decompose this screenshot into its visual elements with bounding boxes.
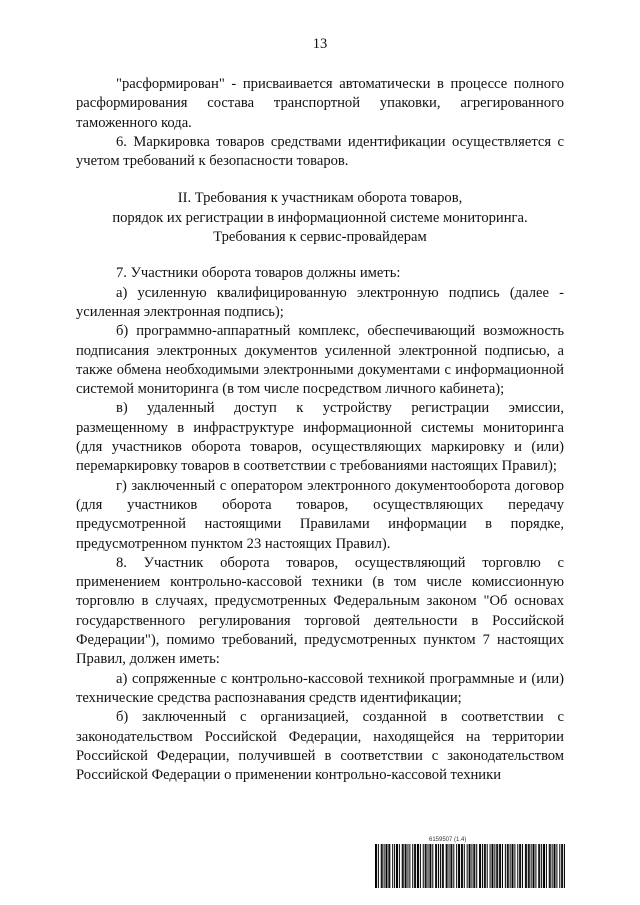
paragraph: б) программно-аппаратный комплекс, обеспечивающий возможность подписания электронных документов усиленной электронной подписью, а также обмена необходимыми электронными документами с информационной системой мониторинга (в том числе посредством личного кабинета); [76,323,564,398]
barcode-bar [520,844,521,888]
barcode-bar [487,844,488,888]
barcode-bar [462,844,463,888]
barcode-bar [449,844,450,888]
section-heading-line: Требования к сервис-провайдерам [213,229,427,246]
barcode-bar [490,844,491,888]
paragraph: г) заключенный с оператором электронного документооборота договор (для участников оборота товаров, осуществляющих передачу предусмотренной настоящими Правилами информации в порядке, предусмотренном пунктом 23 настоящих Правил). [76,477,564,552]
barcode-bar [415,844,416,888]
barcode-bar [423,844,424,888]
barcode-bar [428,844,429,888]
barcode-code: 6159507 (1.4) [429,837,467,843]
page-number: 13 [312,36,328,52]
barcode-bar [492,844,493,888]
barcode-bar [528,844,529,888]
barcode-bar [396,844,397,888]
barcode-bar [397,844,398,888]
document-body [76,75,564,785]
barcode-bar [438,844,439,888]
barcode-bar [375,844,376,888]
barcode-bar [403,844,404,888]
barcode-bar [417,844,418,888]
barcode-bar [500,844,501,888]
barcode-bar [440,844,441,888]
barcode-bar [453,844,454,888]
barcode-bar [436,844,437,888]
barcode-bar [450,844,451,888]
barcode-bar [480,844,481,888]
barcode-bar [525,844,526,888]
barcode-bar [543,844,544,888]
barcode-bar [464,844,465,888]
barcode-bar [389,844,390,888]
barcode-bar [459,844,460,888]
barcode-bar [544,844,545,888]
barcode-bar [426,844,427,888]
barcode-bar [384,844,385,888]
barcode-bar [508,844,509,888]
paragraph: а) усиленную квалифицированную электронную подпись (далее - усиленная электронная подпись); [76,284,564,320]
barcode-bar [446,844,447,888]
barcode-bar [388,844,389,888]
section-heading-line: II. Требования к участникам оборота товаров, [177,190,463,207]
barcode-bar [562,844,563,888]
barcode-bar [473,844,474,888]
barcode-bar [510,844,511,888]
barcode-bar [405,844,406,888]
barcode-bar [517,844,518,888]
barcode-bar [535,844,536,888]
barcode-bar [442,844,443,888]
barcode-bar [550,844,551,888]
barcode-bar [494,844,495,888]
barcode-bar [435,844,436,888]
barcode [375,844,565,888]
barcode-bar [505,844,506,888]
barcode-bar [451,844,452,888]
paragraph: а) сопряженные с контрольно-кассовой техникой программные и (или) технические средства распознавания средств идентификации; [76,670,564,706]
barcode-bar [546,844,547,888]
barcode-bar [461,844,462,888]
barcode-bar [470,844,471,888]
barcode-bar [526,844,527,888]
barcode-bar [512,844,513,888]
barcode-bar [552,844,553,888]
barcode-bar [519,844,520,888]
paragraph: б) заключенный с организацией, созданной в соответствии с законодательством Российской Федерации, находящейся на территории Российской Федерации, получившей в соответствии с законодательством Российской Федерации о применении контрольно-кассовой техники [76,709,564,784]
barcode-bar [522,844,523,888]
barcode-bar [549,844,550,888]
barcode-bar [425,844,426,888]
barcode-bar [386,844,387,888]
barcode-bar [420,844,421,888]
section-heading-line: порядок их регистрации в информационной системе мониторинга. [112,209,528,226]
barcode-bar [491,844,492,888]
barcode-bar [514,844,515,888]
barcode-bar [529,844,530,888]
barcode-bar [561,844,562,888]
barcode-bar [376,844,377,888]
barcode-bar [443,844,444,888]
barcode-bar [402,844,403,888]
section-heading [76,189,564,247]
barcode-bar [429,844,430,888]
barcode-bar [414,844,415,888]
barcode-bar [485,844,486,888]
barcode-bar [502,844,503,888]
barcode-bar [467,844,468,888]
barcode-block [375,836,565,888]
barcode-bar [382,844,383,888]
barcode-bar [430,844,431,888]
barcode-bar [476,844,477,888]
barcode-bar [484,844,485,888]
paragraph: 8. Участник оборота товаров, осуществляющий торговлю с применением контрольно-кассовой техники (в том числе комиссионную торговлю в случаях, предусмотренных Федеральным законом "Об основах государственного регулирования торговой деятельности в Российской Федерации"), помимо требований, предусмотренных пунктом 7 настоящих Правил, должен иметь: [76,554,564,668]
barcode-bar [386,844,387,888]
barcode-bar [471,844,472,888]
barcode-bar [512,844,513,888]
barcode-bar [409,844,410,888]
barcode-bar [381,844,382,888]
barcode-bar [531,844,532,888]
barcode-bar [407,844,408,888]
barcode-bar [507,844,508,888]
barcode-bar [479,844,480,888]
barcode-bar [456,844,457,888]
barcode-bar [399,844,400,888]
barcode-bar [533,844,534,888]
barcode-bar [394,844,395,888]
paragraph: 7. Участники оборота товаров должны иметь: [116,265,401,282]
barcode-bar [469,844,470,888]
barcode-bar [406,844,407,888]
barcode-bar [497,844,498,888]
barcode-bar [474,844,475,888]
paragraph: в) удаленный доступ к устройству регистрации эмиссии, размещенному в инфраструктуре информационной системы мониторинга (для участников оборота товаров, осуществляющих маркировку и (или) перемаркировку товаров в соответствии с требованиями настоящих Правил); [76,400,564,475]
barcode-bar [554,844,555,888]
paragraph: 6. Маркировка товаров средствами идентификации осуществляется с учетом требований к безопасности товаров. [76,133,564,170]
barcode-bar [392,844,393,888]
barcode-bar [538,844,539,888]
barcode-bar [554,844,555,888]
barcode-bar [564,844,565,888]
barcode-bar [559,844,560,888]
barcode-bar [541,844,542,888]
paragraph: "расформирован" - присваивается автоматически в процессе полного расформирования состава транспортной упаковки, агрегированного таможенного кода. [76,76,564,131]
barcode-bar [482,844,483,888]
barcode-bar [499,844,500,888]
barcode-bar [412,844,413,888]
barcode-bar [556,844,557,888]
barcode-bar [496,844,497,888]
barcode-bar [539,844,540,888]
barcode-bar [432,844,433,888]
barcode-bar [458,844,459,888]
barcode-bar [378,844,379,888]
barcode-bar [533,844,534,888]
barcode-bar [447,844,448,888]
barcode-bar [418,844,419,888]
